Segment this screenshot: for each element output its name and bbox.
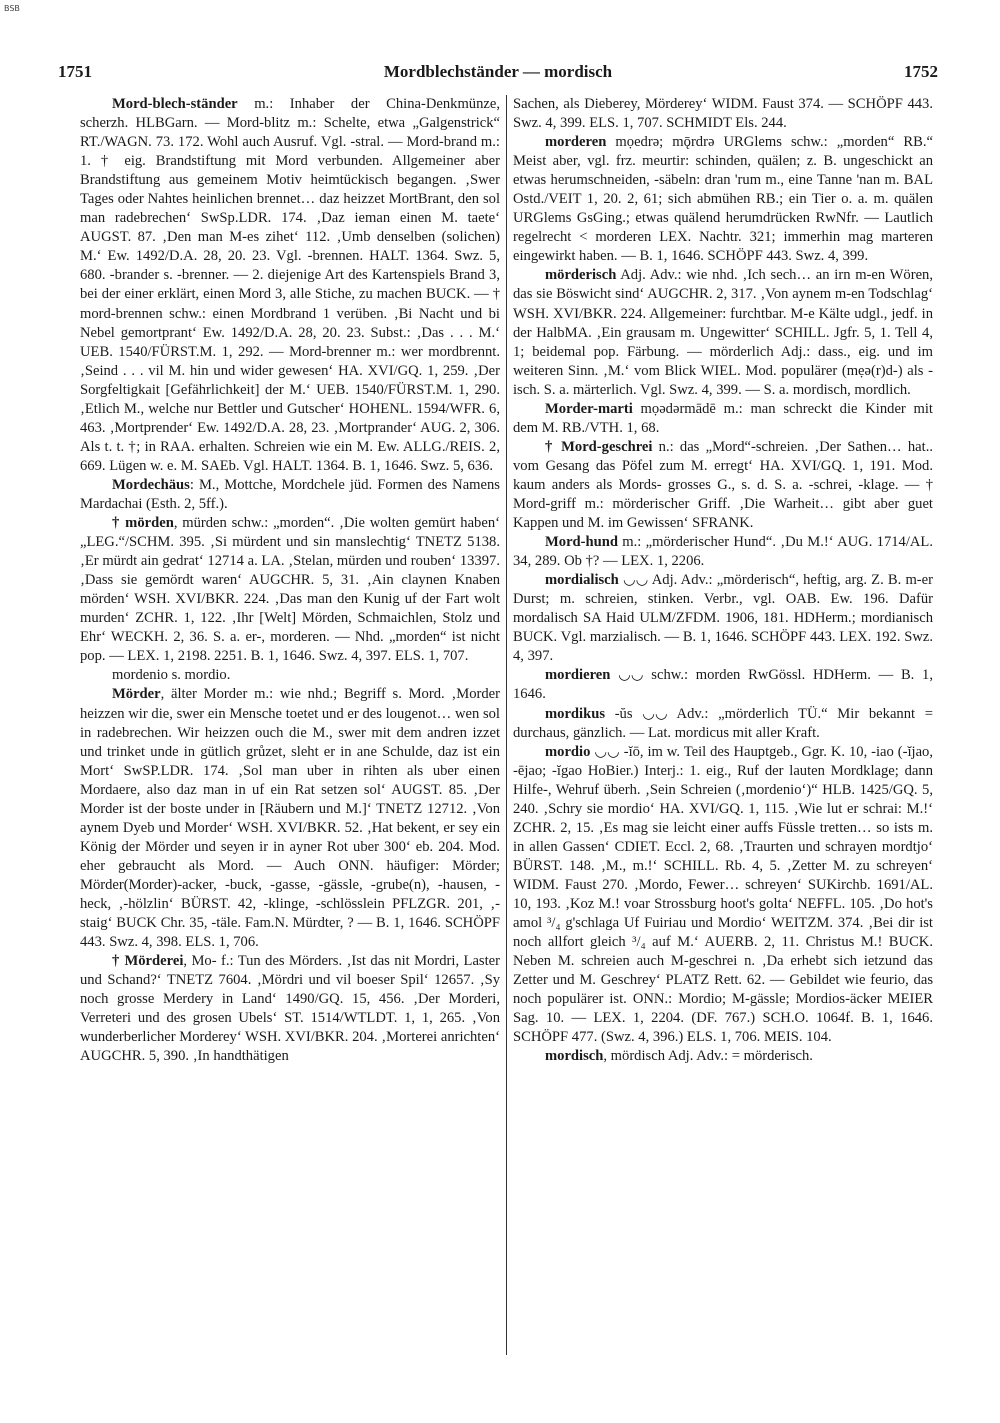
dictionary-entry — [513, 133, 933, 266]
dictionary-entry — [513, 571, 933, 666]
entry-text: m.: „mörderischer Hund“. ‚Du M.!‘ AUG. 1714/AL. 34, 289. Ob †? — LEX. 1, 2206. — [513, 534, 933, 570]
entry-headword: Mörder — [112, 686, 161, 703]
dictionary-entry — [513, 666, 933, 704]
left-column — [80, 95, 500, 1395]
dictionary-entry — [80, 95, 500, 476]
entry-text: mọədərmādē m.: man schreckt die Kinder mit dem M. RB./VTH. 1, 68. — [513, 400, 933, 436]
dictionary-entry — [80, 666, 500, 685]
entry-headword: mordisch — [545, 1048, 604, 1065]
entry-text: , mördisch Adj. Adv.: = mörderisch. — [603, 1048, 813, 1065]
entry-text: , mürden schw.: „morden“. ‚Die wolten gemürt haben‘ „LEG.“/SCHM. 395. ‚Si mürdent und sin manslechtig‘ TNETZ 5138. ‚Er mürdt ain gedrat‘ 12714 a. LA. ‚Stelan, mürden und rouben‘ 13397. ‚Dass sie gemördt waren‘ AUGCHR. 5, 31. ‚Ain claynen Knaben mörden‘ WSH. XVI/BKR. 224. ‚Das man den Kunig uf der Fart wolt murden‘ ZCHR. 1, 122. ‚Ihr [Welt] Mörden, Schmaichlen, Stolz und Ehr‘ WECKH. 2, 36. S. a. er-, morderen. — Nhd. „morden“ ist nicht pop. — LEX. 1, 2198. 2251. B. 1, 1646. Swz. 4, 397. ELS. 1, 707. — [80, 515, 500, 665]
dictionary-entry — [513, 1047, 933, 1066]
entry-headword: morderen — [545, 134, 607, 151]
dictionary-entry — [80, 685, 500, 952]
entry-text: s. mordio. — [167, 667, 231, 684]
dictionary-entry — [513, 533, 933, 571]
entry-text: ◡◡ -ĭō, im w. Teil des Hauptgeb., Ggr. K. 10, -iao (-ĭjao, -ējao; -ĭgao HoBier.) Interj.: 1. eig., Ruf der lauten Mordklage; dann Hilfe-, Wehruf überh. ‚Sein Schreien (‚mordenio‘)“ HLB. 1425/GQ. 5, 240. ‚Schry sie mordio‘ HA. XVI/GQ. 1, 115. ‚Wie lut er schrai: M.!‘ ZCHR. 2, 15. ‚Es mag sie leicht einer auffs Füssle tretten… so ists m. in allen Gassen‘ CDIET. Eccl. 2, 68. ‚Traurten und schrayen mordtjo‘ BÜRST. 148. ‚M., m.!‘ SCHILL. Rb. 4, 5. ‚Zetter M. zu schreyen‘ WIDM. Faust 270. ‚Mordo, Fewer… schreyen‘ SUKirchb. 1691/AL. 10, 193. ‚Koz M.! voar Strossburg hoot's golta‘ NEFFL. 105. ‚Do hot's amol ³/₄ g'schlaga Uf Fuiriau und Mordio‘ WEITZM. 374. ‚Bei dir ist noch allfort gleich ³/₄ auf M.‘ AUERB. 2, 11. Christus M.! BUCK. Neben M. schreien auch M-geschrei n. ‚Da erhebt sich ietzund das Zetter und M. Geschrey‘ PLATZ Rett. 62. — Gebildet wie feurio, das noch populärer ist. ONN.: Mordio; M-gässle; Mordios-äcker MEIER Sag. 10. — LEX. 1, 2204. (DF. 767.) SCH.O. 1064f. B. 1, 1646. SCHÖPF 477. (Swz. 4, 396.) ELS. 1, 706. MEIS. 104. — [513, 743, 933, 1046]
entry-headword: mordikus — [545, 705, 606, 722]
entry-headword: † mörden — [112, 515, 174, 532]
dictionary-entry — [513, 705, 933, 743]
entry-headword: Mordechäus — [112, 476, 190, 493]
running-title: Mordblechständer — mordisch — [383, 62, 613, 81]
entry-text: -ŭs ◡◡ Adv.: „mörderlich TÜ.“ Mir bekannt = durchaus, gänzlich. — Lat. mordicus mit aller Kraft. — [513, 705, 933, 741]
entry-text: m.: Inhaber der China-Denkmünze, scherzh. HLBGarn. — Mord-blitz m.: Schelte, etwa „Galgenstrick“ RT./WAGN. 73. 172. Wohl auch Ausruf. Vgl. -stral. — Mord-brand m.: 1. † eig. Brandstiftung mit Mord verbunden. Allgemeiner aber Brandstiftung aus gemeinem Motiv heimtückisch begangen. ‚Swer Tages oder Nahtes heinlichen brennet… daz heizzet MortBrant, den sol man radebrechen‘ SwSp.LDR. 174. ‚Daz ieman einen M. taete‘ AUGST. 87. ‚Den man M-es zihet‘ 112. ‚Umb denselben (solichen) M.‘ Ew. 1492/D.A. 28, 20. 23. Vgl. -brennen. HALT. 1364. Swz. 5, 680. -brander s. -brenner. — 2. diejenige Art des Kartenspiels Brand 3, bei der einer erklärt, einen Mord 3, alle Stiche, zu machen BUCK. — † mord-brennen schw.: einen Mordbrand 1 verüben. ‚Bi Nacht und bi Nebel gemortprant‘ Ew. 1492/D.A. 28, 20. 23. Subst.: ‚Das . . . M.‘ UEB. 1540/FÜRST.M. 1, 292. — Mord-brenner m.: wer mordbrennt. ‚Seind . . . vil M. hin und wider gewesen‘ HA. XVI/GQ. 1, 259. ‚Der Sorgfeltigkait [Gefährlichkeit] der M.‘ UEB. 1540/FÜRST.M. 1, 290. ‚Etlich M., welche nur Bettler und Gutscher‘ HOHENL. 1594/WFR. 6, 463. ‚Mortprender‘ Ew. 1492/D.A. 28, 23. ‚Mortprander‘ AUG. 2, 306. Als t. t. †; in RAA. erhalten. Schreien wie ein M. Ew. ALLG./REIS. 2, 669. Lügen w. e. M. SAEb. Vgl. HALT. 1364. B. 1, 1646. Swz. 5, 636. — [80, 96, 500, 474]
entry-headword: mordenio — [112, 667, 168, 684]
entry-text: , älter Morder m.: wie nhd.; Begriff s. Mord. ‚Morder heizzen wir die, swer ein Mensche toetet und er des lougenot… wen sol in radebrechen. Wir heizzen ouch die M., swer mit dem andren izzet und trinket unde in gütlich grůzet, sleht er in ane Schulde, daz ist ein Mort‘ SwSP.LDR. 174. ‚Sol man uber in rihten als uber einen Mordaere, also daz man in uf ein Rat setzen sol‘ AUGST. 85. ‚Der Morder ist der boste under in [Räubern und M.]‘ TNETZ 12712. ‚Von aynem Dyeb und Morder‘ WSH. XVI/BKR. 52. ‚Hat bekent, er sey ein König der Mörder und seyen ir in ayner Rot uber 300‘ eb. 204. Mod. eher gebraucht als Mord. — Auch ONN. häufiger: Mörder; Mörder(Morder)-acker, -buck, -gasse, -gässle, -grube(n), -hausen, -heck, ‚-hölzlin‘ BÜRST. 42, -klinge, -schlösslein PFLZGR. 201, ‚-staig‘ BUCK Chr. 35, -täle. Fam.N. Mürdter, ? — B. 1, 1646. SCHÖPF 443. Swz. 4, 398. ELS. 1, 706. — [80, 686, 500, 951]
dictionary-entry — [513, 438, 933, 533]
dictionary-entry — [513, 266, 933, 399]
dictionary-entry-continued — [513, 95, 933, 133]
dictionary-entry — [513, 400, 933, 438]
entry-text: : M., Mottche, Mordchele jüd. Formen des Namens Mardachai (Esth. 2, 5ff.). — [80, 476, 500, 512]
entry-headword: † Mord-geschrei — [545, 438, 653, 455]
entry-text: n.: das „Mord“-schreien. ‚Der Sathen… hat.. vom Gesang das Pöfel zum M. erregt‘ HA. XVI/GQ. 1, 191. Mod. kaum anders als Mords- grosses G., s. d. S. a. -schrei, -klage. — † Mord-griff m.: mörderischer Griff. ‚Die Warheit… gibt aber guet Kappen und M. im Gewissen‘ SFRANK. — [513, 438, 933, 532]
right-column — [513, 95, 933, 1395]
entry-text: ◡◡ schw.: morden RwGössl. HDHerm. — B. 1, 1646. — [513, 667, 933, 703]
page-header — [58, 62, 938, 86]
dictionary-entry — [80, 476, 500, 514]
entry-headword: Morder-marti — [545, 400, 633, 417]
page-number-left: 1751 — [58, 62, 92, 81]
column-divider — [506, 95, 507, 1355]
dictionary-entry — [80, 952, 500, 1066]
library-stamp: BSB — [4, 4, 20, 13]
entry-headword: mordieren — [545, 667, 611, 684]
dictionary-entry — [80, 514, 500, 666]
entry-headword: mordialisch — [545, 572, 619, 589]
entry-text: Sachen, als Dieberey, Mörderey‘ WIDM. Faust 374. — SCHÖPF 443. Swz. 4, 399. ELS. 1, 707. SCHMIDT Els. 244. — [513, 96, 933, 132]
entry-headword: Mord-blech-ständer — [112, 96, 238, 112]
entry-text: mọedrə; mǭrdrə URGlems schw.: „morden“ RB.“ Meist aber, vgl. frz. meurtir: schinden, quälen; z. B. ungeschickt an etwas herumschneiden, -säbeln: dran 'rum m., eine Tanne 'nan m. BAL Ostd./VEIT 1, 20. 2, 61; sich abmühen RB.; ein Tier o. a. m. quälen URGlems GsGing.; etwas quälend herumdrücken RwNfr. — Lautlich regelrecht < morderen LEX. Nachtr. 321; immerhin mag marteren eingewirkt haben. — B. 1, 1646. SCHÖPF 443. Swz. 4, 399. — [513, 134, 933, 265]
dictionary-entry — [513, 743, 933, 1048]
entry-headword: mörderisch — [545, 267, 617, 284]
entry-text: ◡◡ Adj. Adv.: „mörderisch“, heftig, arg. Z. B. m-er Durst; m. schreien, stinken. Verbr., vgl. OAB. Ew. 196. Dafür mordalisch SA Haid ULM/ZFDM. 1906, 181. HDHerm.; mordianisch BUCK. Vgl. marzialisch. — B. 1, 1646. SCHÖPF 443. LEX. 192. Swz. 4, 397. — [513, 572, 933, 665]
entry-text: , Mo- f.: Tun des Mörders. ‚Ist das nit Mordri, Laster und Schand?‘ TNETZ 7604. ‚Mördri und vil boeser Spil‘ 12657. ‚Sy noch grosse Merdery in Land‘ 1490/GQ. 15, 456. ‚Der Morderi, Verreteri und des grosen Ubels‘ ST. 1514/WTLDT. 1, 1, 265. ‚Von wunderberlicher Morderey‘ WSH. XVI/BKR. 204. ‚Morterei anrichten‘ AUGCHR. 5, 390. ‚In handthätigen — [80, 953, 500, 1065]
page-number-right: 1752 — [904, 62, 938, 81]
entry-headword: Mord-hund — [545, 534, 618, 551]
entry-headword: mordio — [545, 743, 591, 760]
entry-text: Adj. Adv.: wie nhd. ‚Ich sech… an irn m-en Wören, das sie Böswicht sind‘ AUGCHR. 2, 317. ‚Von aynem m-en Todschlag‘ WSH. XVI/BKR. 224. Allgemeiner: furchtbar. M-e Kälte udgl., jedf. in der HalbMA. ‚Ein grausam m. Ungewitter‘ SCHILL. Jgfr. 5, 1. Tell 4, 1; beidemal pop. Färbung. — mörderlich Adj.: dass., eig. und im weiteren Sinn. ‚M.‘ vom Blick WIEL. Mod. populärer (mẹə(r)d-) als -isch. S. a. märterlich. Vgl. Swz. 4, 399. — S. a. mordisch, mordlich. — [513, 267, 933, 398]
entry-headword: † Mörderei — [112, 953, 184, 970]
